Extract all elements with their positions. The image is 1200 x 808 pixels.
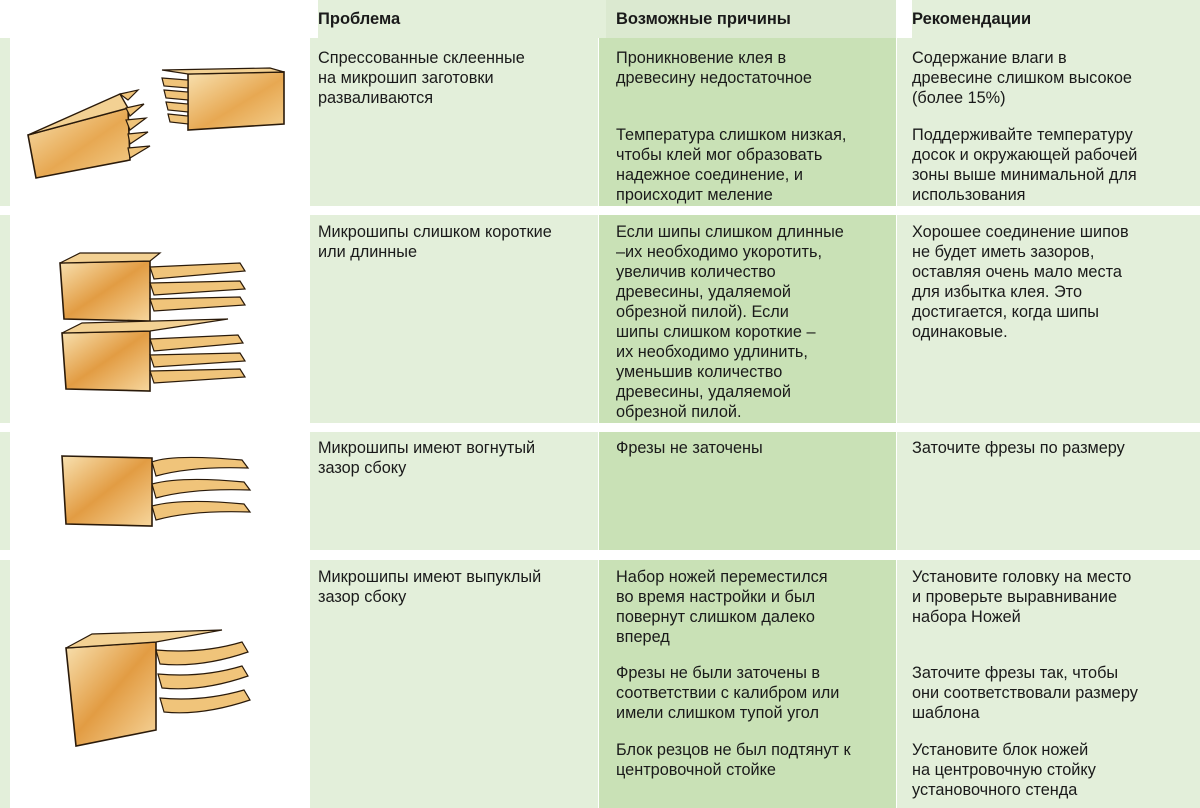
table-row <box>0 432 1200 550</box>
recommendation-text: Установите блок ножей на центровочную стойку установочного стенда <box>912 741 1096 799</box>
recommendation-text: Поддерживайте температуру досок и окружающей рабочей зоны выше минимальной для использования <box>912 126 1138 204</box>
cause-text: Фрезы не заточены <box>616 439 763 457</box>
header-problem: Проблема <box>318 0 606 38</box>
recommendation-text: Установите головку на место и проверьте выравнивание набора Ножей <box>912 568 1132 626</box>
cause-text: Температура слишком низкая, чтобы клей мог образовать надежное соединение, и происходит меление <box>616 126 847 204</box>
recommendation-text: Хорошее соединение шипов не будет иметь зазоров, оставляя очень мало места для избытка клея. Это достигается, когда шипы одинаковые. <box>912 223 1129 341</box>
problem-text: Микрошипы имеют вогнутый зазор сбоку <box>318 439 536 477</box>
table-row <box>0 38 1200 206</box>
recommendation-text: Содержание влаги в древесине слишком высокое (более 15%) <box>912 49 1132 107</box>
cause-text: Блок резцов не был подтянут к центровочной стойке <box>616 741 851 779</box>
problem-text: Микрошипы слишком короткие или длинные <box>318 223 552 261</box>
recommendation-text: Заточите фрезы так, чтобы они соответствовали размеру шаблона <box>912 664 1138 722</box>
cause-text: Если шипы слишком длинные –их необходимо укоротить, увеличив количество древесины, удаляемой обрезной пилой). Если шипы слишком короткие – их необходимо удлинить, уменьшив количество древесины, удаляемой обрезной пилой. <box>616 223 844 421</box>
finger-joints-too-short-or-long-illustration <box>50 243 260 408</box>
row-strip <box>0 38 10 206</box>
problem-text: Спрессованные склеенные на микрошип заготовки разваливаются <box>318 49 525 107</box>
row-strip <box>0 432 10 550</box>
cause-text: Проникновение клея в древесину недостаточное <box>616 49 812 87</box>
problem-text: Микрошипы имеют выпуклый зазор сбоку <box>318 568 542 606</box>
table-row <box>0 560 1200 808</box>
header-recommendations: Рекомендации <box>912 0 1200 38</box>
cause-text: Фрезы не были заточены в соответствии с калибром или имели слишком тупой угол <box>616 664 840 722</box>
row-strip <box>0 215 10 423</box>
table-row <box>0 215 1200 423</box>
concave-side-gap-illustration <box>52 448 262 548</box>
glued-finger-joint-falling-apart-illustration <box>20 60 290 200</box>
header-causes: Возможные причины <box>616 10 791 28</box>
row-strip <box>0 560 10 808</box>
cause-text: Набор ножей переместился во время настройки и был повернут слишком далеко вперед <box>616 568 828 646</box>
recommendation-text: Заточите фрезы по размеру <box>912 439 1125 457</box>
convex-side-gap-illustration <box>52 620 262 760</box>
